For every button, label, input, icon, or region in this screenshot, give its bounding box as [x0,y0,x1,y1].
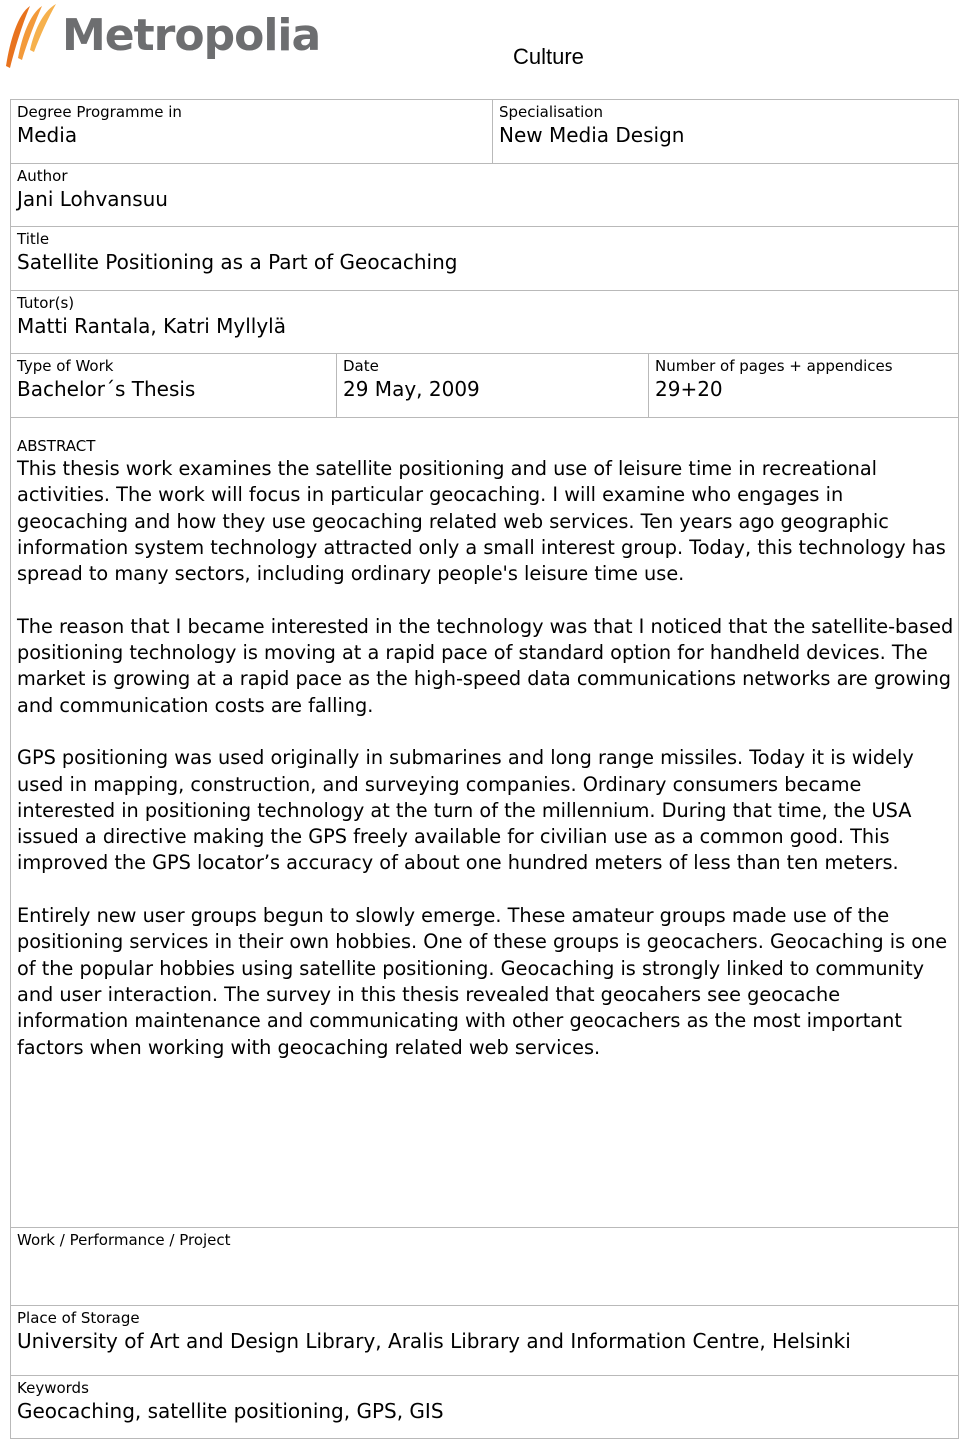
tutors-label: Tutor(s) [17,294,75,312]
title-label: Title [17,230,50,248]
date-cell [336,354,648,417]
keywords-label: Keywords [17,1379,89,1397]
type-of-work-cell [11,354,336,417]
abstract-paragraph: GPS positioning was used originally in submarines and long range missiles. Today it is widely used in mapping, construction, and surveying companies. Ordinary consumers became interested in positioning technology at the turn of the millennium. During that time, the USA issued a directive making the GPS freely available for civilian use as a common good. This improved the GPS locator’s accuracy of about one hundred meters of less than ten meters. [17,746,914,875]
abstract-paragraph: This thesis work examines the satellite positioning and use of leisure time in recreational activities. The work will focus in particular geocaching. I will examine who engages in geocaching and how they use geocaching related web services. Ten years ago geographic information system technology attracted only a small interest group. Today, this technology has spread to many sectors, including ordinary people's leisure time use. [17,457,946,586]
place-of-storage-value: University of Art and Design Library, Aralis Library and Information Centre, Helsinki [17,1329,851,1353]
specialisation-value: New Media Design [499,123,685,147]
abstract-body [17,456,954,1061]
type-of-work-value: Bachelor´s Thesis [17,377,196,401]
degree-programme-cell [11,100,492,163]
work-performance-label: Work / Performance / Project [17,1231,231,1249]
pages-cell [648,354,958,417]
abstract-cell [11,418,958,1227]
work-performance-cell [11,1228,958,1305]
brand-name: Metropolia [62,10,321,61]
row-programme [10,99,959,163]
faculty-label: Culture [513,44,584,69]
title-cell [11,227,958,290]
abstract-label: ABSTRACT [17,437,96,455]
row-keywords [10,1375,959,1439]
type-of-work-label: Type of Work [17,357,114,375]
author-label: Author [17,167,68,185]
abstract-form [10,99,959,1439]
row-storage [10,1305,959,1375]
pages-value: 29+20 [655,377,723,401]
tutors-value: Matti Rantala, Katri Myllylä [17,314,286,338]
tutors-cell [11,291,958,353]
logo-swoosh-icon [0,0,62,75]
row-tutors [10,290,959,353]
specialisation-cell [492,100,958,163]
row-title [10,226,959,290]
degree-programme-label: Degree Programme in [17,103,182,121]
date-value: 29 May, 2009 [343,377,480,401]
author-value: Jani Lohvansuu [17,187,168,211]
date-label: Date [343,357,379,375]
abstract-paragraph: The reason that I became interested in the technology was that I noticed that the satellite-based positioning technology is moving at a rapid pace of standard option for handheld devices. The market is growing at a rapid pace as the high-speed data communications networks are growing and communication costs are falling. [17,614,954,717]
degree-programme-value: Media [17,123,78,147]
row-author [10,163,959,226]
row-abstract [10,417,959,1227]
specialisation-label: Specialisation [499,103,603,121]
metropolia-logo [0,0,321,80]
keywords-value: Geocaching, satellite positioning, GPS, GIS [17,1399,444,1423]
title-value: Satellite Positioning as a Part of Geocaching [17,250,458,274]
place-of-storage-cell [11,1306,958,1375]
keywords-cell [11,1376,958,1438]
abstract-paragraph: Entirely new user groups begun to slowly emerge. These amateur groups made use of the positioning services in their own hobbies. One of these groups is geocachers. Geocaching is one of the popular hobbies using satellite positioning. Geocaching is strongly linked to community and user interaction. The survey in this thesis revealed that geocahers see geocache information maintenance and communicating with other geocachers as the most important factors when working with geocaching related web services. [17,904,948,1059]
row-work-performance [10,1227,959,1305]
place-of-storage-label: Place of Storage [17,1309,140,1327]
author-cell [11,164,958,226]
row-work-info [10,353,959,417]
pages-label: Number of pages + appendices [655,357,893,375]
